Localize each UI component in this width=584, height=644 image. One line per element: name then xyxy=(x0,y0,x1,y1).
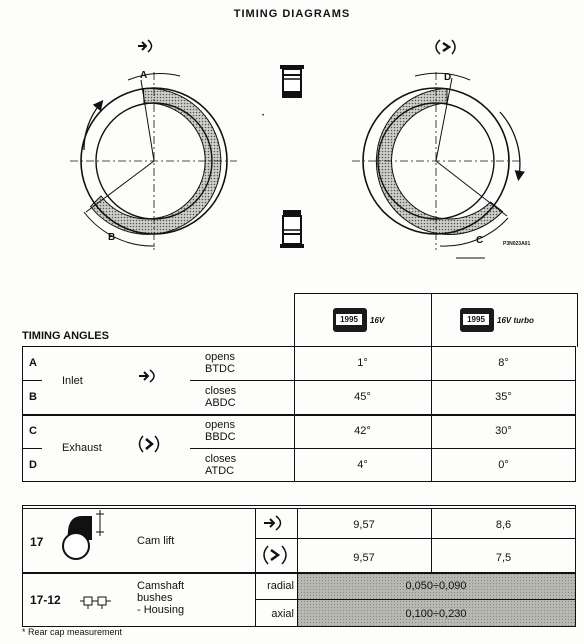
angle-value-16v-turbo: 8° xyxy=(498,357,509,369)
exhaust-valve-icon xyxy=(436,40,455,54)
row-event: opens BBDC xyxy=(205,419,236,443)
radial-label: radial xyxy=(267,580,294,592)
inlet-valve-icon xyxy=(262,514,288,532)
figure-reference: P3N023A01 xyxy=(503,241,531,247)
angle-value-16v: 45° xyxy=(354,391,371,403)
engine-icon: 1995 xyxy=(460,308,494,332)
radial-clearance-value: 0,050÷0,090 xyxy=(405,580,467,592)
angle-value-16v-turbo: 0° xyxy=(498,459,509,471)
lift-value-16v-turbo: 8,6 xyxy=(495,519,512,531)
lift-value-16v: 9,57 xyxy=(353,552,375,564)
timing-angles-title: TIMING ANGLES xyxy=(22,330,109,342)
footnote: * Rear cap measurement xyxy=(22,627,123,637)
bushes-label: Camshaft bushes - Housing xyxy=(137,580,185,616)
row-letter: D xyxy=(29,459,37,471)
engine-variant: 16V xyxy=(370,315,385,325)
label-d: D xyxy=(444,72,452,83)
group-inlet: Inlet xyxy=(62,375,83,387)
engine-header-16v xyxy=(294,293,432,347)
row-letter: C xyxy=(29,425,37,437)
row-letter: A xyxy=(29,357,37,369)
row-letter: B xyxy=(29,391,37,403)
group-exhaust: Exhaust xyxy=(62,442,102,454)
bush-clearance-icon xyxy=(80,592,112,610)
lift-value-16v-turbo: 7,5 xyxy=(495,552,512,564)
timing-diagrams xyxy=(0,0,584,270)
label-c: C xyxy=(476,235,484,246)
inlet-valve-icon xyxy=(138,40,152,52)
row-event: closes ATDC xyxy=(205,453,237,477)
angle-value-16v: 1° xyxy=(357,357,368,369)
angle-value-16v: 4° xyxy=(357,459,368,471)
piston-icon-top xyxy=(280,65,304,97)
engine-icon: 1995 xyxy=(333,308,367,332)
row-event: opens BTDC xyxy=(205,351,235,375)
label-b: B xyxy=(108,232,116,243)
exhaust-open-sector xyxy=(376,89,502,235)
label-a: A xyxy=(140,70,148,81)
exhaust-diagram xyxy=(352,40,520,250)
engine-header-16v-turbo xyxy=(431,293,578,347)
angle-value-16v-turbo: 30° xyxy=(495,425,512,437)
page-title: TIMING DIAGRAMS xyxy=(233,8,351,20)
inlet-diagram xyxy=(70,40,237,250)
svg-text:•: • xyxy=(262,113,265,119)
row-event: closes ABDC xyxy=(205,385,237,409)
angle-value-16v: 42° xyxy=(354,425,371,437)
angle-value-16v-turbo: 35° xyxy=(495,391,512,403)
piston-icon-bottom xyxy=(280,210,304,248)
inlet-valve-icon xyxy=(138,368,160,384)
axial-label: axial xyxy=(271,608,294,620)
cam-lift-icon xyxy=(60,510,104,562)
exhaust-valve-icon xyxy=(262,545,290,565)
cam-lift-label: Cam lift xyxy=(137,535,175,547)
engine-variant: 16V turbo xyxy=(497,315,534,325)
exhaust-valve-icon xyxy=(138,435,162,453)
axial-clearance-value: 0,100÷0,230 xyxy=(405,608,467,620)
lift-value-16v: 9,57 xyxy=(353,519,375,531)
bushes-ref-number: 17-12 xyxy=(30,593,61,607)
lift-ref-number: 17 xyxy=(30,535,44,549)
